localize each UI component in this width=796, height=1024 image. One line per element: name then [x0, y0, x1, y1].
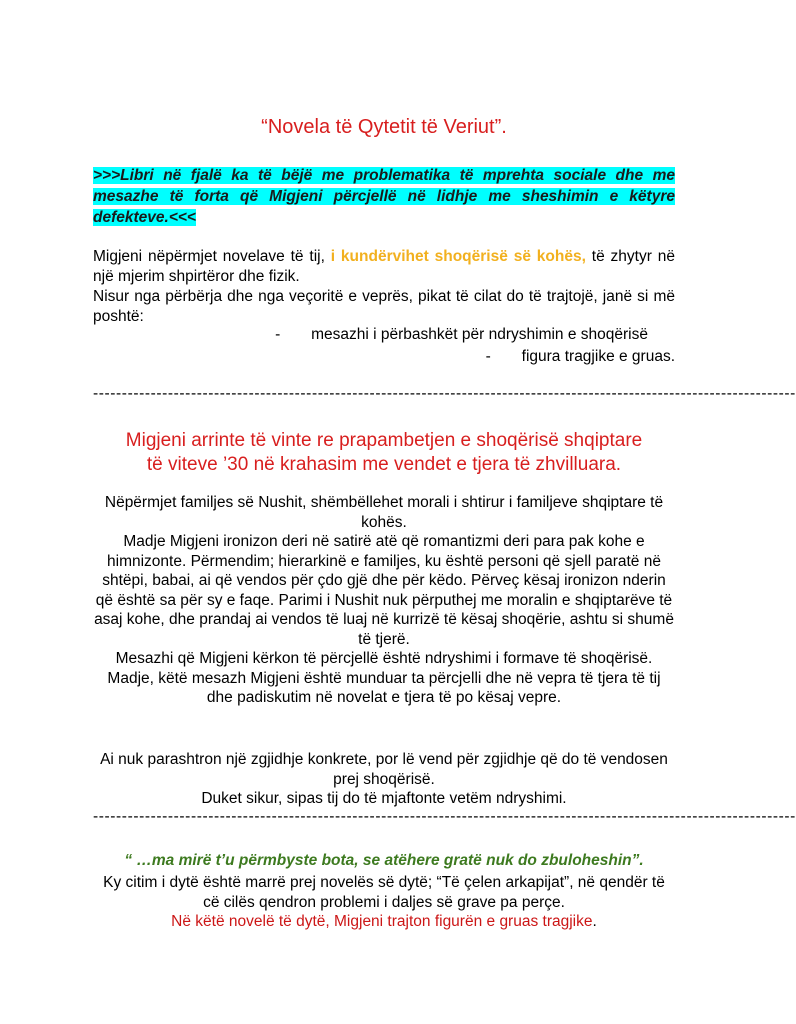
bullet-list [93, 324, 675, 368]
intro-line-2: Nisur nga përbërja dhe nga veçoritë e veprës, pikat të cilat do të trajtojë, janë si më poshtë: [93, 288, 675, 325]
bullet-dash: - [485, 348, 491, 365]
dashed-divider: -------------------------------------------------------------------------------------------------------------------------- [93, 385, 796, 402]
intro-emphasis: i kundërvihet shoqërisë së kohës, [330, 248, 586, 265]
closing-text: Ky citim i dytë është marrë prej novelës së dytë; “Të çelen arkapijat”, në qendër të cë cilës qendron problemi i daljes së grave pa perçe. [103, 874, 665, 911]
bullet-text: mesazhi i përbashkët për ndryshimin e shoqërisë [311, 326, 648, 343]
document-title: “Novela të Qytetit të Veriut”. [261, 116, 507, 138]
bullet-dash: - [275, 326, 281, 343]
bullet-text: figura tragjike e gruas. [521, 348, 675, 365]
section-heading [0, 429, 768, 477]
closing-red-line [93, 912, 675, 932]
section-heading-line-1: Migjeni arrinte të vinte re prapambetjen e shoqërisë shqiptare [125, 430, 643, 451]
body-paragraph [93, 493, 675, 708]
bullet-item [93, 346, 675, 368]
body-sentence: Nëpërmjet familjes së Nushit, shëmbëllehet morali i shtirur i familjeve shqiptare të kohës. [104, 494, 664, 531]
intro-text-start: Migjeni nëpërmjet novelave të tij, [93, 248, 331, 265]
intro-text-end: të zhytyr në një mjerim shpirtëror dhe fizik. [93, 248, 675, 285]
intro-paragraph [93, 247, 675, 327]
body-sentence: Madje Migjeni ironizon deri në satirë atë që romantizmi deri para pak kohe e himnizonte. Përmendim; hierarkinë e familjes, ku është personi që sjell paratë në shtëpi, babai, ai që vendos për çdo gjë dhe për këdo. Përveç kësaj ironizon nderin që është sa për sy e faqe. Parimi i Nushit nuk përputhej me moralin e shqiptarëve të asaj kohe, dhe prandaj ai vendos të luaj në kurrizë të kësaj shoqërie, ashtu si shumë të tjerë. [94, 533, 674, 648]
closing-period: . [592, 913, 597, 930]
section-heading-line-2: të viteve ’30 në krahasim me vendet e tjera të zhvilluara. [146, 454, 622, 475]
conclusion-sentence: Ai nuk parashtron një zgjidhje konkrete, por lë vend për zgjidhje që do të vendosen prej shoqërisë. [100, 751, 668, 788]
intro-line-1 [93, 247, 675, 287]
body-sentence: Mesazhi që Migjeni kërkon të përcjellë është ndryshimi i formave të shoqërisë. [115, 650, 653, 667]
body-sentence: Madje, këtë mesazh Migjeni është munduar ta përcjelli dhe në vepra të tjera të tij dhe padiskutim në novelat e tjera të po kësaj vepre. [107, 669, 661, 706]
conclusion-paragraph [93, 750, 675, 809]
summary-text: >>>Libri në fjalë ka të bëjë me problematika të mprehta sociale dhe me mesazhe të forta që Migjeni përcjellë në lidhje me sheshimin e këtyre defekteve.<<< [93, 167, 675, 226]
bullet-item [93, 324, 675, 346]
closing-paragraph [93, 873, 675, 932]
quote-text: “ …ma mirë t’u përmbyste bota, se atëhere gratë nuk do zbuloheshin”. [124, 852, 644, 869]
highlighted-summary [93, 165, 675, 228]
conclusion-sentence: Duket sikur, sipas tij do të mjaftonte vetëm ndryshimi. [201, 790, 567, 807]
closing-red-text: Në këtë novelë të dytë, Migjeni trajton figurën e gruas tragjike [171, 913, 593, 930]
dashed-divider: -------------------------------------------------------------------------------------------------------------------------- [93, 808, 796, 825]
